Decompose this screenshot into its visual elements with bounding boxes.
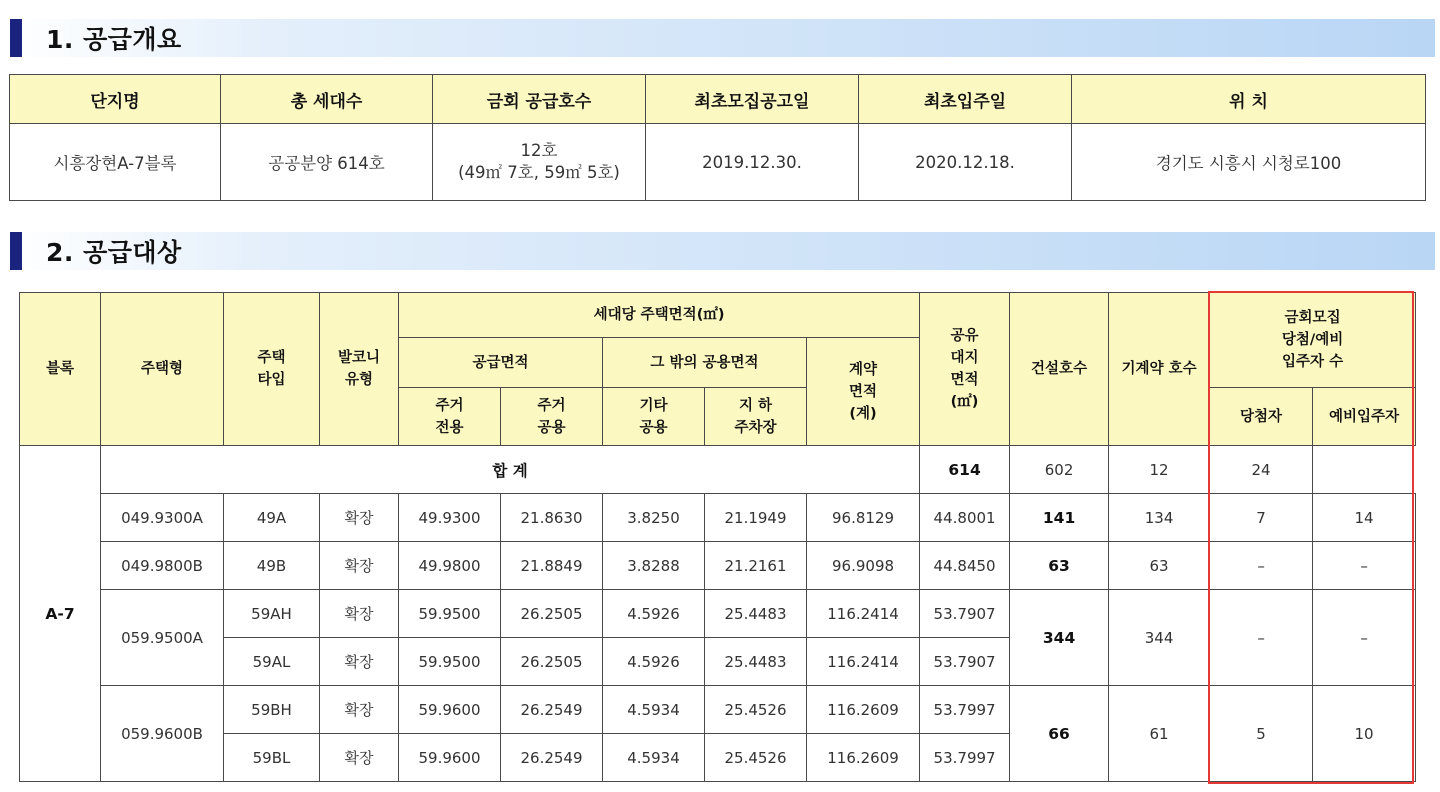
complex-name-cell: 시흥장현A-7블록: [10, 124, 221, 201]
header-text: 입주자 수: [1282, 354, 1344, 370]
built-units-cell: 141: [1010, 494, 1109, 542]
block-cell: A-7: [20, 446, 101, 782]
common-area-cell: 21.8630: [501, 494, 603, 542]
supply-units-breakdown: (49㎡ 7호, 59㎡ 5호): [458, 163, 620, 182]
exclusive-area-cell: 49.9800: [399, 542, 501, 590]
table-header-row: [20, 293, 1416, 338]
exclusive-area-cell: 59.9500: [399, 638, 501, 686]
house-type-cell: 59AH: [224, 590, 320, 638]
header-residential-exclusive: [399, 388, 501, 446]
reserve-cell: –: [1313, 590, 1416, 686]
supply-units-cell: [433, 124, 646, 201]
header-other-common-area: 그 밖의 공용면적: [603, 338, 807, 388]
other-common-cell: 3.8288: [603, 542, 705, 590]
header-text: 공용: [639, 419, 668, 436]
header-text: (㎡): [950, 394, 979, 410]
housing-type-cell: 049.9800B: [101, 542, 224, 590]
header-text: 금회모집: [1284, 310, 1341, 326]
built-units-cell: 63: [1010, 542, 1109, 590]
header-text: 대지: [950, 350, 979, 366]
other-common-cell: 4.5934: [603, 734, 705, 782]
house-type-cell: 49B: [224, 542, 320, 590]
reserve-cell: 10: [1313, 686, 1416, 782]
common-area-cell: 21.8849: [501, 542, 603, 590]
header-contracted-units: 기계약 호수: [1109, 293, 1210, 446]
exclusive-area-cell: 59.9600: [399, 686, 501, 734]
heading-accent-bar: [10, 19, 22, 57]
housing-type-cell: 059.9500A: [101, 590, 224, 686]
header-text: 기타: [639, 397, 668, 414]
header-housing-type: 주택형: [101, 293, 224, 446]
header-current-recruitment: [1210, 293, 1416, 388]
balcony-cell: 확장: [320, 734, 399, 782]
header-text: 주택: [257, 350, 286, 366]
balcony-cell: 확장: [320, 590, 399, 638]
table-row: [20, 542, 1416, 590]
total-label: 합 계: [101, 446, 920, 494]
balcony-cell: 확장: [320, 542, 399, 590]
header-winners: 당첨자: [1210, 388, 1313, 446]
header-text: 공용: [537, 419, 566, 436]
contract-area-cell: 116.2609: [807, 734, 920, 782]
exclusive-area-cell: 59.9500: [399, 590, 501, 638]
parking-area-cell: 25.4526: [705, 686, 807, 734]
contracted-units-cell: 134: [1109, 494, 1210, 542]
header-underground-parking: [705, 388, 807, 446]
housing-type-cell: 059.9600B: [101, 686, 224, 782]
header-text: 발코니: [337, 350, 381, 366]
common-area-cell: 26.2549: [501, 734, 603, 782]
total-winners: 12: [1109, 446, 1210, 494]
header-reserve-residents: 예비입주자: [1313, 388, 1416, 446]
header-text: 유형: [344, 372, 373, 388]
winners-cell: –: [1210, 590, 1313, 686]
house-type-cell: 59BH: [224, 686, 320, 734]
contract-area-cell: 116.2609: [807, 686, 920, 734]
contracted-units-cell: 63: [1109, 542, 1210, 590]
reserve-cell: –: [1313, 542, 1416, 590]
other-common-cell: 4.5926: [603, 638, 705, 686]
header-text: 면적: [849, 383, 878, 400]
land-area-cell: 53.7907: [920, 638, 1010, 686]
land-area-cell: 44.8001: [920, 494, 1010, 542]
exclusive-area-cell: 49.9300: [399, 494, 501, 542]
total-reserve: 24: [1210, 446, 1313, 494]
table-row: [20, 590, 1416, 638]
header-text: 계약: [849, 361, 878, 378]
total-contracted: 602: [1010, 446, 1109, 494]
table-row: [20, 494, 1416, 542]
supply-units-count: 12호: [520, 141, 558, 160]
house-type-cell: 59AL: [224, 638, 320, 686]
section-1-heading: [10, 19, 1435, 57]
land-area-cell: 53.7997: [920, 734, 1010, 782]
other-common-cell: 4.5926: [603, 590, 705, 638]
table-row-total: [20, 446, 1416, 494]
land-area-cell: 53.7997: [920, 686, 1010, 734]
housing-type-cell: 049.9300A: [101, 494, 224, 542]
header-text: 전용: [435, 419, 464, 436]
header-balcony-type: [320, 293, 399, 446]
section-1-title: 1. 공급개요: [46, 25, 182, 54]
location-cell: 경기도 시흥시 시청로100: [1072, 124, 1426, 201]
header-area-per-household: 세대당 주택면적(㎡): [399, 293, 920, 338]
contract-area-cell: 96.9098: [807, 542, 920, 590]
total-households-cell: 공공분양 614호: [221, 124, 433, 201]
parking-area-cell: 25.4526: [705, 734, 807, 782]
header-supply-units: 금회 공급호수: [433, 75, 646, 124]
header-text: 지 하: [738, 397, 773, 414]
common-area-cell: 26.2505: [501, 638, 603, 686]
header-text: 당첨/예비: [1281, 332, 1344, 348]
parking-area-cell: 25.4483: [705, 590, 807, 638]
contract-area-cell: 116.2414: [807, 590, 920, 638]
section-2-heading: [10, 232, 1435, 270]
supply-target-table: [19, 292, 1416, 782]
header-built-units: 건설호수: [1010, 293, 1109, 446]
header-residential-common: [501, 388, 603, 446]
common-area-cell: 26.2549: [501, 686, 603, 734]
header-text: 공유: [950, 328, 979, 344]
parking-area-cell: 21.1949: [705, 494, 807, 542]
contract-area-cell: 96.8129: [807, 494, 920, 542]
table-row: [10, 124, 1426, 201]
header-other-common: [603, 388, 705, 446]
built-units-cell: 344: [1010, 590, 1109, 686]
header-block: 블록: [20, 293, 101, 446]
header-location: 위 치: [1072, 75, 1426, 124]
move-in-date-cell: 2020.12.18.: [859, 124, 1072, 201]
header-total-households: 총 세대수: [221, 75, 433, 124]
winners-cell: –: [1210, 542, 1313, 590]
header-text: (계): [849, 405, 877, 422]
winners-cell: 5: [1210, 686, 1313, 782]
header-contract-area: [807, 338, 920, 446]
heading-accent-bar: [10, 232, 22, 270]
header-first-notice-date: 최초모집공고일: [646, 75, 859, 124]
contracted-units-cell: 344: [1109, 590, 1210, 686]
total-built: 614: [920, 446, 1010, 494]
header-text: 주차장: [734, 419, 777, 436]
land-area-cell: 44.8450: [920, 542, 1010, 590]
other-common-cell: 3.8250: [603, 494, 705, 542]
balcony-cell: 확장: [320, 494, 399, 542]
contracted-units-cell: 61: [1109, 686, 1210, 782]
header-shared-land-area: [920, 293, 1010, 446]
other-common-cell: 4.5934: [603, 686, 705, 734]
notice-date-cell: 2019.12.30.: [646, 124, 859, 201]
header-complex-name: 단지명: [10, 75, 221, 124]
contract-area-cell: 116.2414: [807, 638, 920, 686]
header-supply-area: 공급면적: [399, 338, 603, 388]
balcony-cell: 확장: [320, 638, 399, 686]
parking-area-cell: 25.4483: [705, 638, 807, 686]
header-house-type: [224, 293, 320, 446]
table-header-row: [10, 75, 1426, 124]
header-text: 주거: [537, 397, 566, 414]
header-text: 주거: [435, 397, 464, 414]
exclusive-area-cell: 59.9600: [399, 734, 501, 782]
header-text: 타입: [257, 372, 286, 388]
table-row: [20, 686, 1416, 734]
section-2-title: 2. 공급대상: [46, 238, 182, 267]
reserve-cell: 14: [1313, 494, 1416, 542]
header-text: 면적: [950, 372, 979, 388]
parking-area-cell: 21.2161: [705, 542, 807, 590]
balcony-cell: 확장: [320, 686, 399, 734]
house-type-cell: 49A: [224, 494, 320, 542]
header-first-move-in: 최초입주일: [859, 75, 1072, 124]
built-units-cell: 66: [1010, 686, 1109, 782]
house-type-cell: 59BL: [224, 734, 320, 782]
land-area-cell: 53.7907: [920, 590, 1010, 638]
winners-cell: 7: [1210, 494, 1313, 542]
common-area-cell: 26.2505: [501, 590, 603, 638]
supply-overview-table: [9, 74, 1426, 201]
